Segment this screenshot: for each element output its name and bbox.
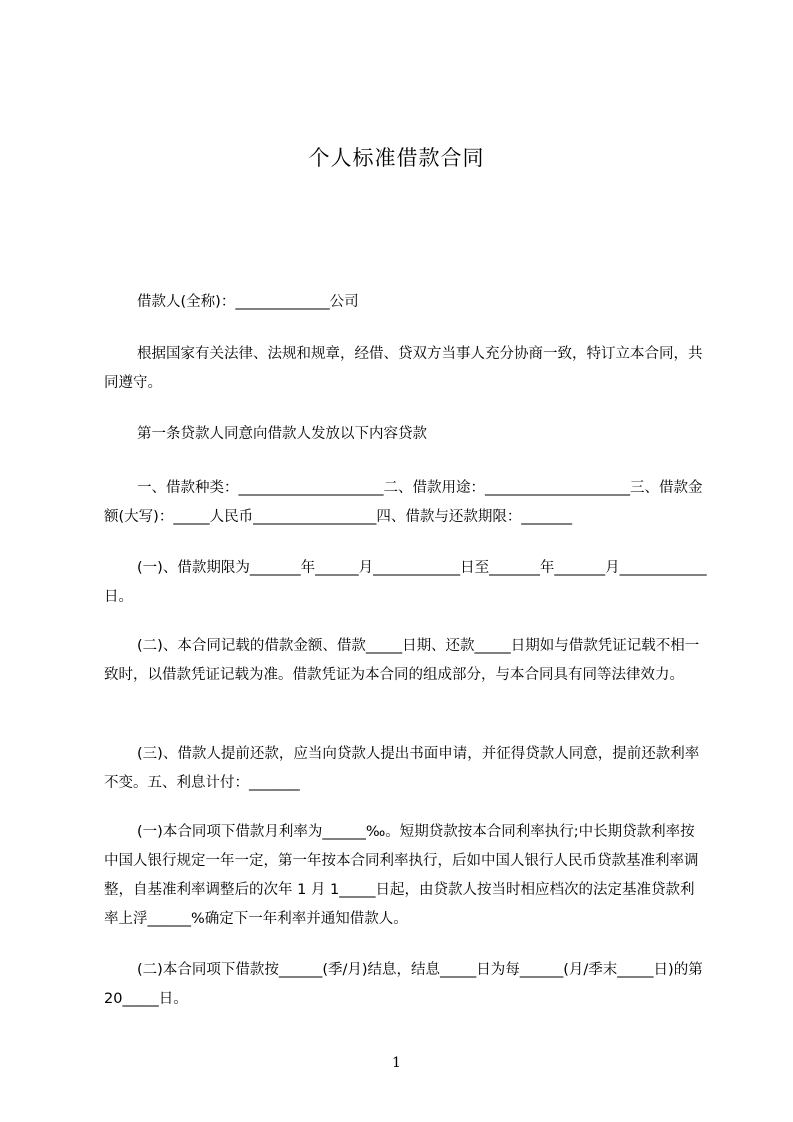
document-title: 个人标准借款合同 (308, 146, 485, 170)
loan-terms-paragraph: 一、借款种类：____________________二、借款用途：____________________三、借款金额(大写)：_____人民币_________________四、借款与还款期限：_______ (104, 480, 703, 525)
early-repayment-paragraph: (三)、借款人提前还款，应当向贷款人提出书面申请，并征得贷款人同意，提前还款利率不变。五、利息计付：_______ (104, 746, 700, 791)
loan-period-paragraph: (一)、借款期限为_______年______月____________日至_______年_______月____________日。 (104, 560, 707, 605)
preamble-paragraph: 根据国家有关法律、法规和规章，经借、贷双方当事人充分协商一致，特订立本合同，共同遵守。 (104, 346, 703, 391)
borrower-name-line: 借款人(全称)：_____________公司 (137, 294, 359, 310)
interest-settlement-paragraph: (二)本合同项下借款按______(季/月)结息，结息_____日为每______(月/季末_____日)的第 20_____日。 (104, 962, 708, 1007)
article-one-heading: 第一条贷款人同意向借款人发放以下内容贷款 (137, 426, 427, 442)
interest-rate-paragraph: (一)本合同项下借款月利率为______‰。短期贷款按本合同利率执行;中长期贷款利率按中国人银行规定一年一定，第一年按本合同利率执行，后如中国人银行人民币贷款基准利率调整，自基准利率调整后的次年 1 月 1_____日起，由贷款人按当时相应档次的法定基准贷款利率上浮______%确定下一年利率并通知借款人。 (104, 824, 699, 927)
loan-voucher-paragraph: (二)、本合同记载的借款金额、借款_____日期、还款_____日期如与借款凭证记载不相一致时，以借款凭证记载为准。借款凭证为本合同的组成部分，与本合同具有同等法律效力。 (104, 638, 700, 683)
page-number: 1 (392, 1055, 401, 1071)
